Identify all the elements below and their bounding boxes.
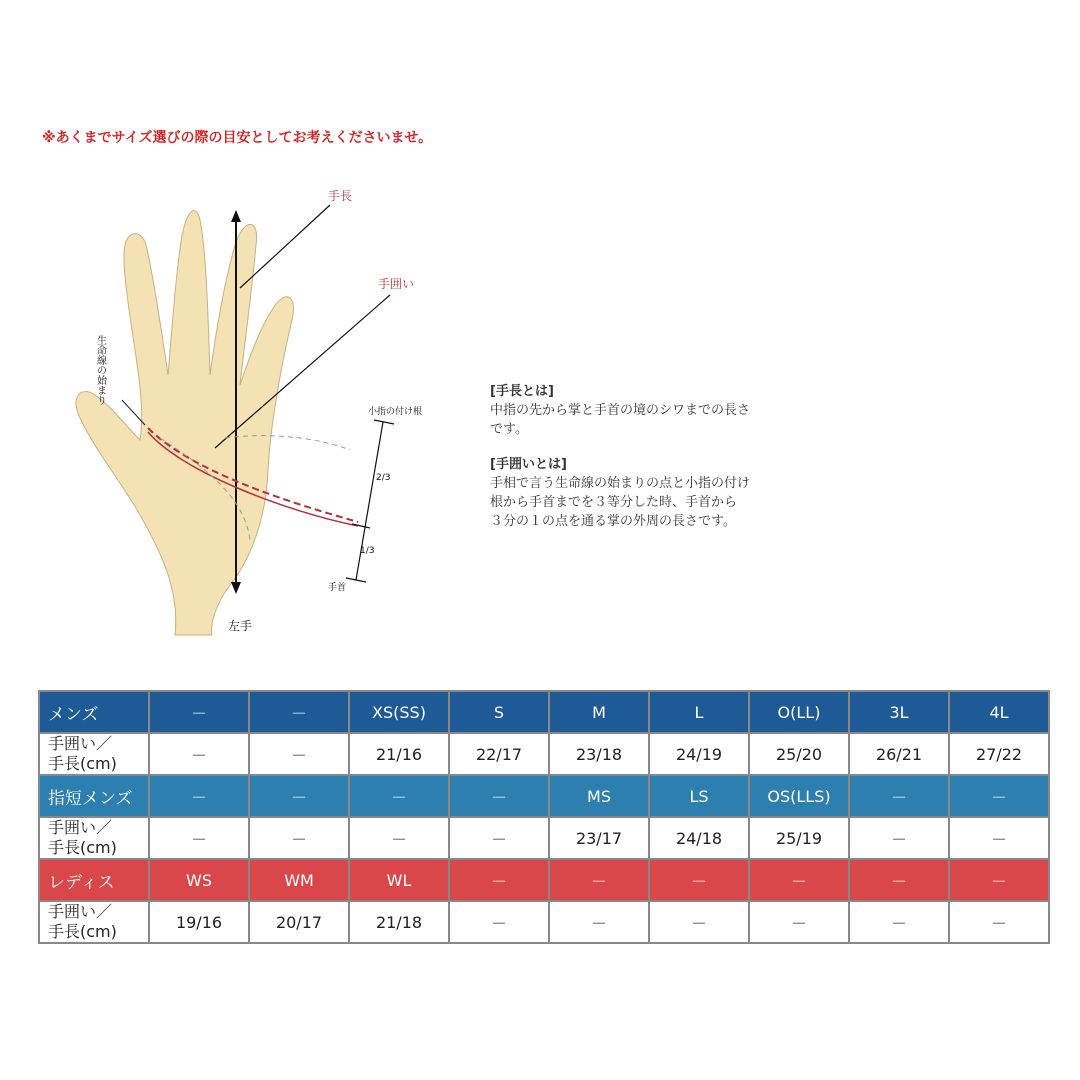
values-label-line-2: 手長(cm) (48, 838, 117, 857)
lady-size-cell: WM (249, 859, 349, 901)
lady-values-row (39, 901, 1049, 943)
short-size-cell: － (349, 775, 449, 817)
short-size-cell: LS (649, 775, 749, 817)
length-desc-text-1: 中指の先から掌と手首の境のシワまでの長さ (490, 403, 751, 418)
lady-size-cell: WS (149, 859, 249, 901)
short-value-cell: － (449, 817, 549, 859)
short-size-cell: － (949, 775, 1049, 817)
lady-value-cell: － (549, 901, 649, 943)
values-label-line-2: 手長(cm) (48, 922, 117, 941)
men-value-cell: 24/19 (649, 733, 749, 775)
length-label: 手長 (328, 189, 353, 203)
short-value-cell: － (949, 817, 1049, 859)
short-value-cell: 24/18 (649, 817, 749, 859)
short-values-row (39, 817, 1049, 859)
lady-size-cell: － (549, 859, 649, 901)
length-desc-text-2: です。 (490, 422, 528, 437)
girth-desc-text-2: 根から手首までを３等分した時、手首から (490, 495, 738, 510)
palm-silhouette (76, 211, 294, 635)
short-size-row (39, 775, 1049, 817)
size-note: ※あくまでサイズ選びの際の目安としてお考えくださいませ。 (42, 130, 433, 146)
men-size-cell: － (249, 691, 349, 733)
short-size-cell: OS(LLS) (749, 775, 849, 817)
lady-values-label (39, 901, 149, 943)
lady-value-cell: － (449, 901, 549, 943)
men-value-cell: － (249, 733, 349, 775)
lady-size-row (39, 859, 1049, 901)
lady-value-cell: － (749, 901, 849, 943)
short-size-cell: － (249, 775, 349, 817)
men-size-row (39, 691, 1049, 733)
men-size-cell: 4L (949, 691, 1049, 733)
hand-diagram (40, 170, 500, 650)
hand-label: 左手 (228, 619, 253, 633)
men-value-cell: 26/21 (849, 733, 949, 775)
short-value-cell: － (249, 817, 349, 859)
men-size-cell: － (149, 691, 249, 733)
short-size-cell: － (849, 775, 949, 817)
short-values-label (39, 817, 149, 859)
lady-value-cell: 19/16 (149, 901, 249, 943)
men-values-label (39, 733, 149, 775)
girth-desc-title: [手囲いとは] (490, 457, 567, 472)
lady-size-cell: － (649, 859, 749, 901)
short-value-cell: 25/19 (749, 817, 849, 859)
men-size-cell: 3L (849, 691, 949, 733)
size-descriptions (490, 382, 850, 547)
men-size-cell: S (449, 691, 549, 733)
girth-desc-text-3: ３分の１の点を通る掌の外周の長さです。 (490, 514, 736, 529)
lady-size-cell: － (449, 859, 549, 901)
lady-size-cell: － (849, 859, 949, 901)
short-size-cell: MS (549, 775, 649, 817)
size-table (38, 690, 1050, 944)
girth-desc-text-1: 手相で言う生命線の始まりの点と小指の付け (490, 476, 751, 491)
short-size-cell: － (149, 775, 249, 817)
men-value-cell: 23/18 (549, 733, 649, 775)
values-label-line-1: 手囲い／ (48, 902, 113, 921)
short-value-cell: － (149, 817, 249, 859)
hand-length-arrow-bottom (231, 582, 241, 594)
short-label: 指短メンズ (39, 775, 149, 817)
lady-value-cell: 21/18 (349, 901, 449, 943)
values-label-line-2: 手長(cm) (48, 754, 117, 773)
men-value-cell: 25/20 (749, 733, 849, 775)
wrist-label: 手首 (328, 583, 347, 593)
ruler-top-tick (374, 420, 394, 424)
men-size-cell: M (549, 691, 649, 733)
lady-value-cell: － (849, 901, 949, 943)
lady-value-cell: － (649, 901, 749, 943)
men-value-cell: 22/17 (449, 733, 549, 775)
lady-size-cell: － (749, 859, 849, 901)
pinky-label: 小指の付け根 (368, 407, 423, 417)
values-label-line-1: 手囲い／ (48, 818, 113, 837)
men-value-cell: － (149, 733, 249, 775)
men-size-cell: XS(SS) (349, 691, 449, 733)
men-size-cell: O(LL) (749, 691, 849, 733)
two-thirds-label: 2/3 (376, 473, 391, 483)
girth-label: 手囲い (378, 277, 415, 291)
short-value-cell: － (349, 817, 449, 859)
short-value-cell: － (849, 817, 949, 859)
lady-value-cell: 20/17 (249, 901, 349, 943)
men-value-cell: 21/16 (349, 733, 449, 775)
short-size-cell: － (449, 775, 549, 817)
lady-value-cell: － (949, 901, 1049, 943)
values-label-line-1: 手囲い／ (48, 734, 113, 753)
lifeline-label: 生命線の始まり (94, 335, 106, 405)
length-desc-title: [手長とは] (490, 384, 554, 399)
men-size-cell: L (649, 691, 749, 733)
ruler-line (356, 422, 383, 580)
short-value-cell: 23/17 (549, 817, 649, 859)
lady-size-cell: WL (349, 859, 449, 901)
one-third-label: 1/3 (360, 546, 375, 556)
men-value-cell: 27/22 (949, 733, 1049, 775)
men-label: メンズ (39, 691, 149, 733)
hand-length-arrow-top (231, 210, 241, 222)
men-values-row (39, 733, 1049, 775)
lady-size-cell: － (949, 859, 1049, 901)
lady-label: レディス (39, 859, 149, 901)
